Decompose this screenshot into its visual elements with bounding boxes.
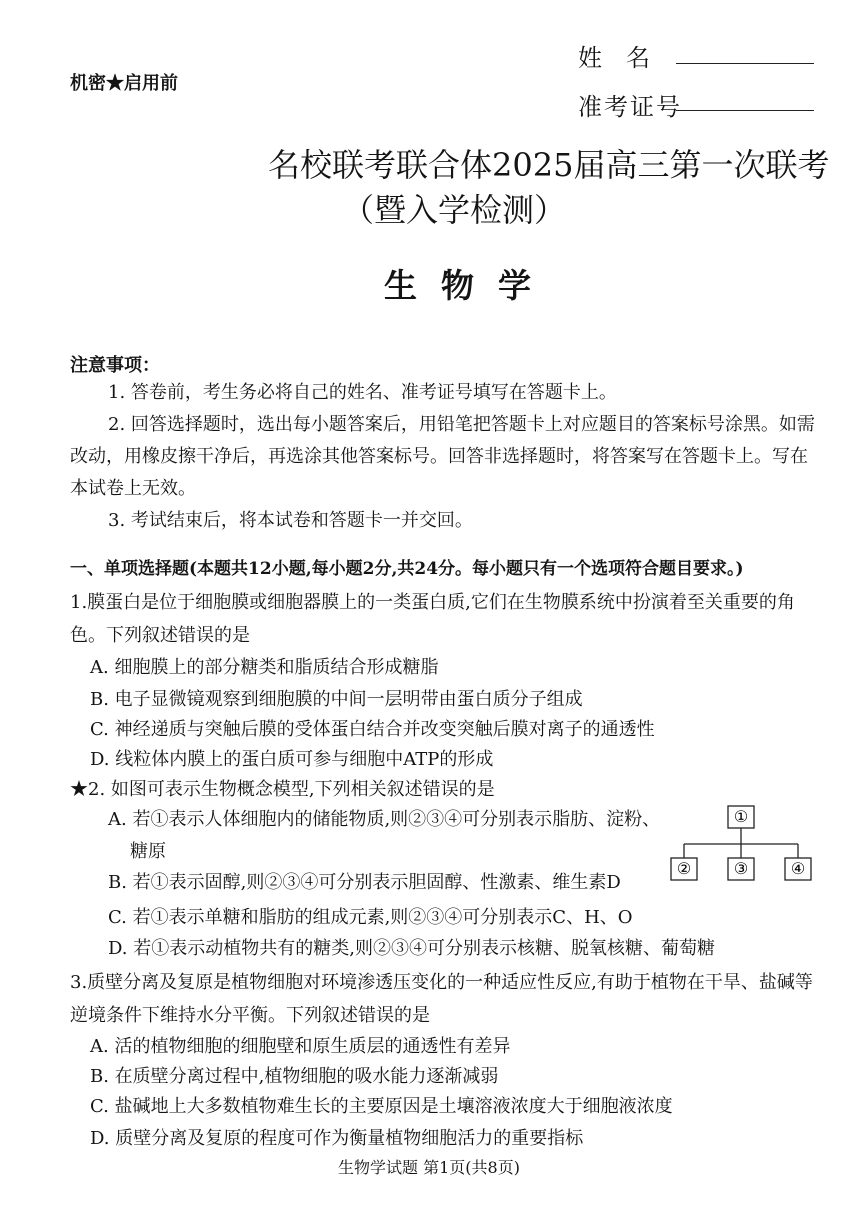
question-3-option-c: C. 盐碱地上大多数植物难生长的主要原因是土壤溶液浓度大于细胞液浓度 (90, 1096, 673, 1117)
name-blank-line (676, 63, 814, 64)
diagram-label-child-2: ③ (733, 859, 749, 878)
question-2-stem: ★2. 如图可表示生物概念模型,下列相关叙述错误的是 (70, 779, 495, 800)
question-3-option-b: B. 在质壁分离过程中,植物细胞的吸水能力逐渐减弱 (90, 1066, 499, 1087)
bleed-through-text (190, 70, 206, 93)
question-3-option-a: A. 活的植物细胞的细胞壁和原生质层的通透性有差异 (90, 1036, 511, 1057)
diagram-label-root: ① (733, 807, 749, 826)
question-2-option-a-continued: 糖原 (130, 841, 166, 862)
subject-title: 生物学 (384, 266, 555, 305)
exam-id-label: 准考证号 (578, 93, 682, 121)
exam-subtitle: （暨入学检测） (342, 191, 567, 229)
exam-id-blank-line (676, 110, 814, 111)
confidential-mark: 机密★启用前 (70, 73, 178, 94)
question-1-option-a: A. 细胞膜上的部分糖类和脂质结合形成糖脂 (90, 657, 439, 678)
question-2-option-c: C. 若①表示单糖和脂肪的组成元素,则②③④可分别表示C、H、O (108, 907, 633, 928)
question-2-option-b: B. 若①表示固醇,则②③④可分别表示胆固醇、性激素、维生素D (108, 872, 621, 893)
question-1-option-d: D. 线粒体内膜上的蛋白质可参与细胞中ATP的形成 (90, 749, 494, 770)
name-label: 姓名 (578, 44, 674, 72)
question-2-option-a: A. 若①表示人体细胞内的储能物质,则②③④可分别表示脂肪、淀粉、 (108, 809, 661, 830)
notice-item: 3. 考试结束后，将本试卷和答题卡一并交回。 (108, 510, 473, 531)
question-3-option-d: D. 质壁分离及复原的程度可作为衡量植物细胞活力的重要指标 (90, 1128, 584, 1149)
diagram-label-child-3: ④ (790, 859, 806, 878)
page-footer: 生物学试题 第1页(共8页) (338, 1158, 520, 1177)
notice-item: 1. 答卷前，考生务必将自己的姓名、准考证号填写在答题卡上。 (108, 382, 617, 403)
question-1-option-b: B. 电子显微镜观察到细胞膜的中间一层明带由蛋白质分子组成 (90, 689, 583, 710)
question-3-stem: 3.质壁分离及复原是植物细胞对环境渗透压变化的一种适应性反应,有助于植物在干旱、盐碱等逆境条件下维持水分平衡。下列叙述错误的是 (70, 972, 813, 1026)
exam-title: 名校联考联合体2025届高三第一次联考 (268, 146, 830, 184)
question-1-stem: 1.膜蛋白是位于细胞膜或细胞器膜上的一类蛋白质,它们在生物膜系统中扮演着至关重要的角色。下列叙述错误的是 (70, 592, 795, 646)
question-1-option-c: C. 神经递质与突触后膜的受体蛋白结合并改变突触后膜对离子的通透性 (90, 719, 655, 740)
concept-model-diagram (660, 800, 820, 890)
question-2-option-d: D. 若①表示动植物共有的糖类,则②③④可分别表示核糖、脱氧核糖、葡萄糖 (108, 938, 715, 959)
notice-item: 2. 回答选择题时，选出每小题答案后，用铅笔把答题卡上对应题目的答案标号涂黑。如需改动，用橡皮擦干净后，再选涂其他答案标号。回答非选择题时，将答案写在答题卡上。写在本试卷上无效。 (70, 414, 815, 499)
section-heading: 一、单项选择题(本题共12小题,每小题2分,共24分。每小题只有一个选项符合题目要求。) (70, 559, 744, 579)
diagram-label-child-1: ② (676, 859, 692, 878)
notice-heading: 注意事项： (70, 355, 160, 376)
